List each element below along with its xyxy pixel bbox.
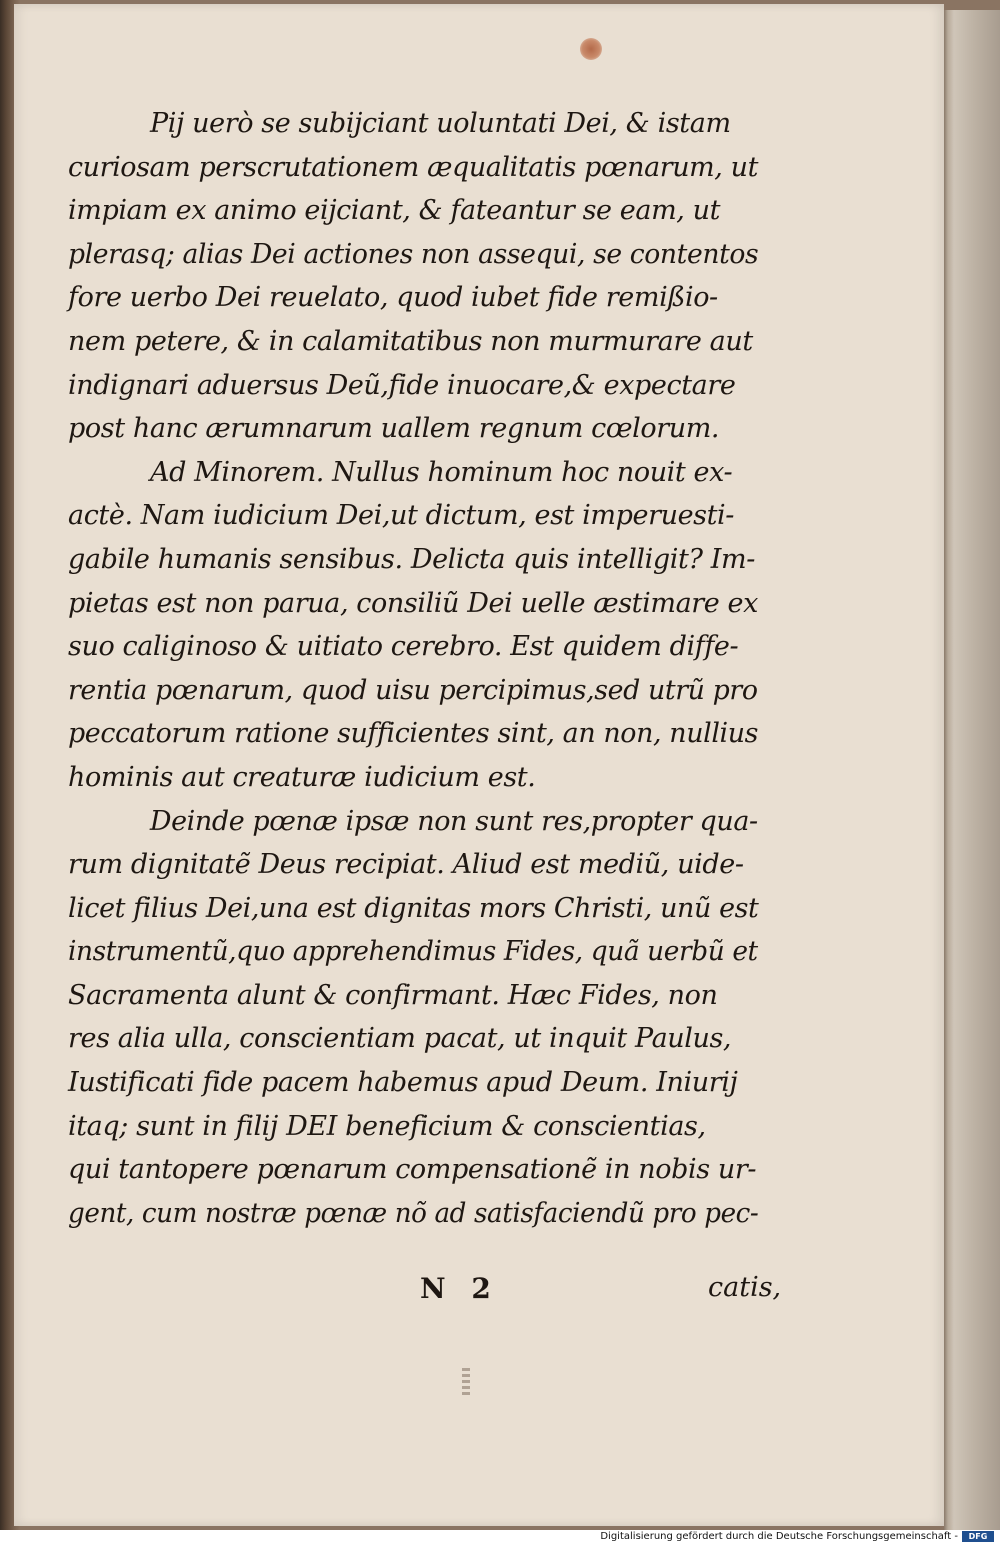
signature-mark: N 2 xyxy=(420,1272,499,1305)
text-line: Ad Minorem. Nullus hominum hoc nouit ex- xyxy=(150,456,733,488)
text-line: curiosam perscrutationem æqualitatis pœnarum, ut xyxy=(68,151,758,183)
text-line: rum dignitatẽ Deus recipiat. Aliud est mediũ, uide- xyxy=(68,849,744,881)
page-footer xyxy=(68,1272,782,1312)
body-text xyxy=(68,102,758,1235)
text-line: fore uerbo Dei reuelato, quod iubet fide remißio- xyxy=(68,282,718,314)
text-line: gent, cum nostræ pœnæ nõ ad satisfaciendũ pro pec- xyxy=(68,1197,759,1229)
text-line: actè. Nam iudicium Dei,ut dictum, est imperuesti- xyxy=(68,500,735,532)
text-line: Pij uerò se subijciant uoluntati Dei, & istam xyxy=(150,108,731,139)
text-line: instrumentũ,quo apprehendimus Fides, quã uerbũ et xyxy=(68,936,758,968)
text-line: gabile humanis sensibus. Delicta quis intelligit? Im- xyxy=(68,543,755,575)
text-line: nem petere, & in calamitatibus non murmurare aut xyxy=(68,325,753,357)
text-line: post hanc ærumnarum uallem regnum cœlorum. xyxy=(68,413,720,445)
page-edge xyxy=(944,10,1000,1530)
credit-bar xyxy=(0,1530,1000,1543)
text-line: Iustificati fide pacem habemus apud Deum. Iniurij xyxy=(68,1067,738,1099)
text-line: Deinde pœnæ ipsæ non sunt res,propter qua- xyxy=(149,805,758,837)
text-line: pietas est non parua, consiliũ Dei uelle æstimare ex xyxy=(68,587,758,619)
text-line: suo caliginoso & uitiato cerebro. Est quidem diffe- xyxy=(68,631,739,663)
text-line: res alia ulla, conscientiam pacat, ut inquit Paulus, xyxy=(68,1023,732,1055)
text-line: itaq; sunt in filij DEI beneficium & conscientias, xyxy=(68,1110,706,1142)
text-line: plerasq; alias Dei actiones non assequi, se contentos xyxy=(68,238,759,270)
text-line: hominis aut creaturæ iudicium est. xyxy=(68,761,536,793)
text-line: rentia pœnarum, quod uisu percipimus,sed utrũ pro xyxy=(68,674,758,706)
text-line: Sacramenta alunt & confirmant. Hæc Fides, non xyxy=(68,979,718,1011)
dfg-logo: DFG xyxy=(962,1531,994,1542)
binding-mark xyxy=(462,1368,470,1398)
paper-stain xyxy=(580,38,602,60)
text-line: licet filius Dei,una est dignitas mors Christi, unũ est xyxy=(68,892,759,924)
text-line: indignari aduersus Deũ,fide inuocare,& expectare xyxy=(68,369,736,401)
catchword: catis, xyxy=(708,1272,782,1303)
text-line: peccatorum ratione sufficientes sint, an non, nullius xyxy=(68,718,759,750)
text-line: impiam ex animo eijciant, & fateantur se eam, ut xyxy=(68,195,721,227)
credit-text: Digitalisierung gefördert durch die Deutsche Forschungsgemeinschaft - xyxy=(600,1531,958,1542)
text-line: qui tantopere pœnarum compensationẽ in nobis ur- xyxy=(68,1154,757,1186)
